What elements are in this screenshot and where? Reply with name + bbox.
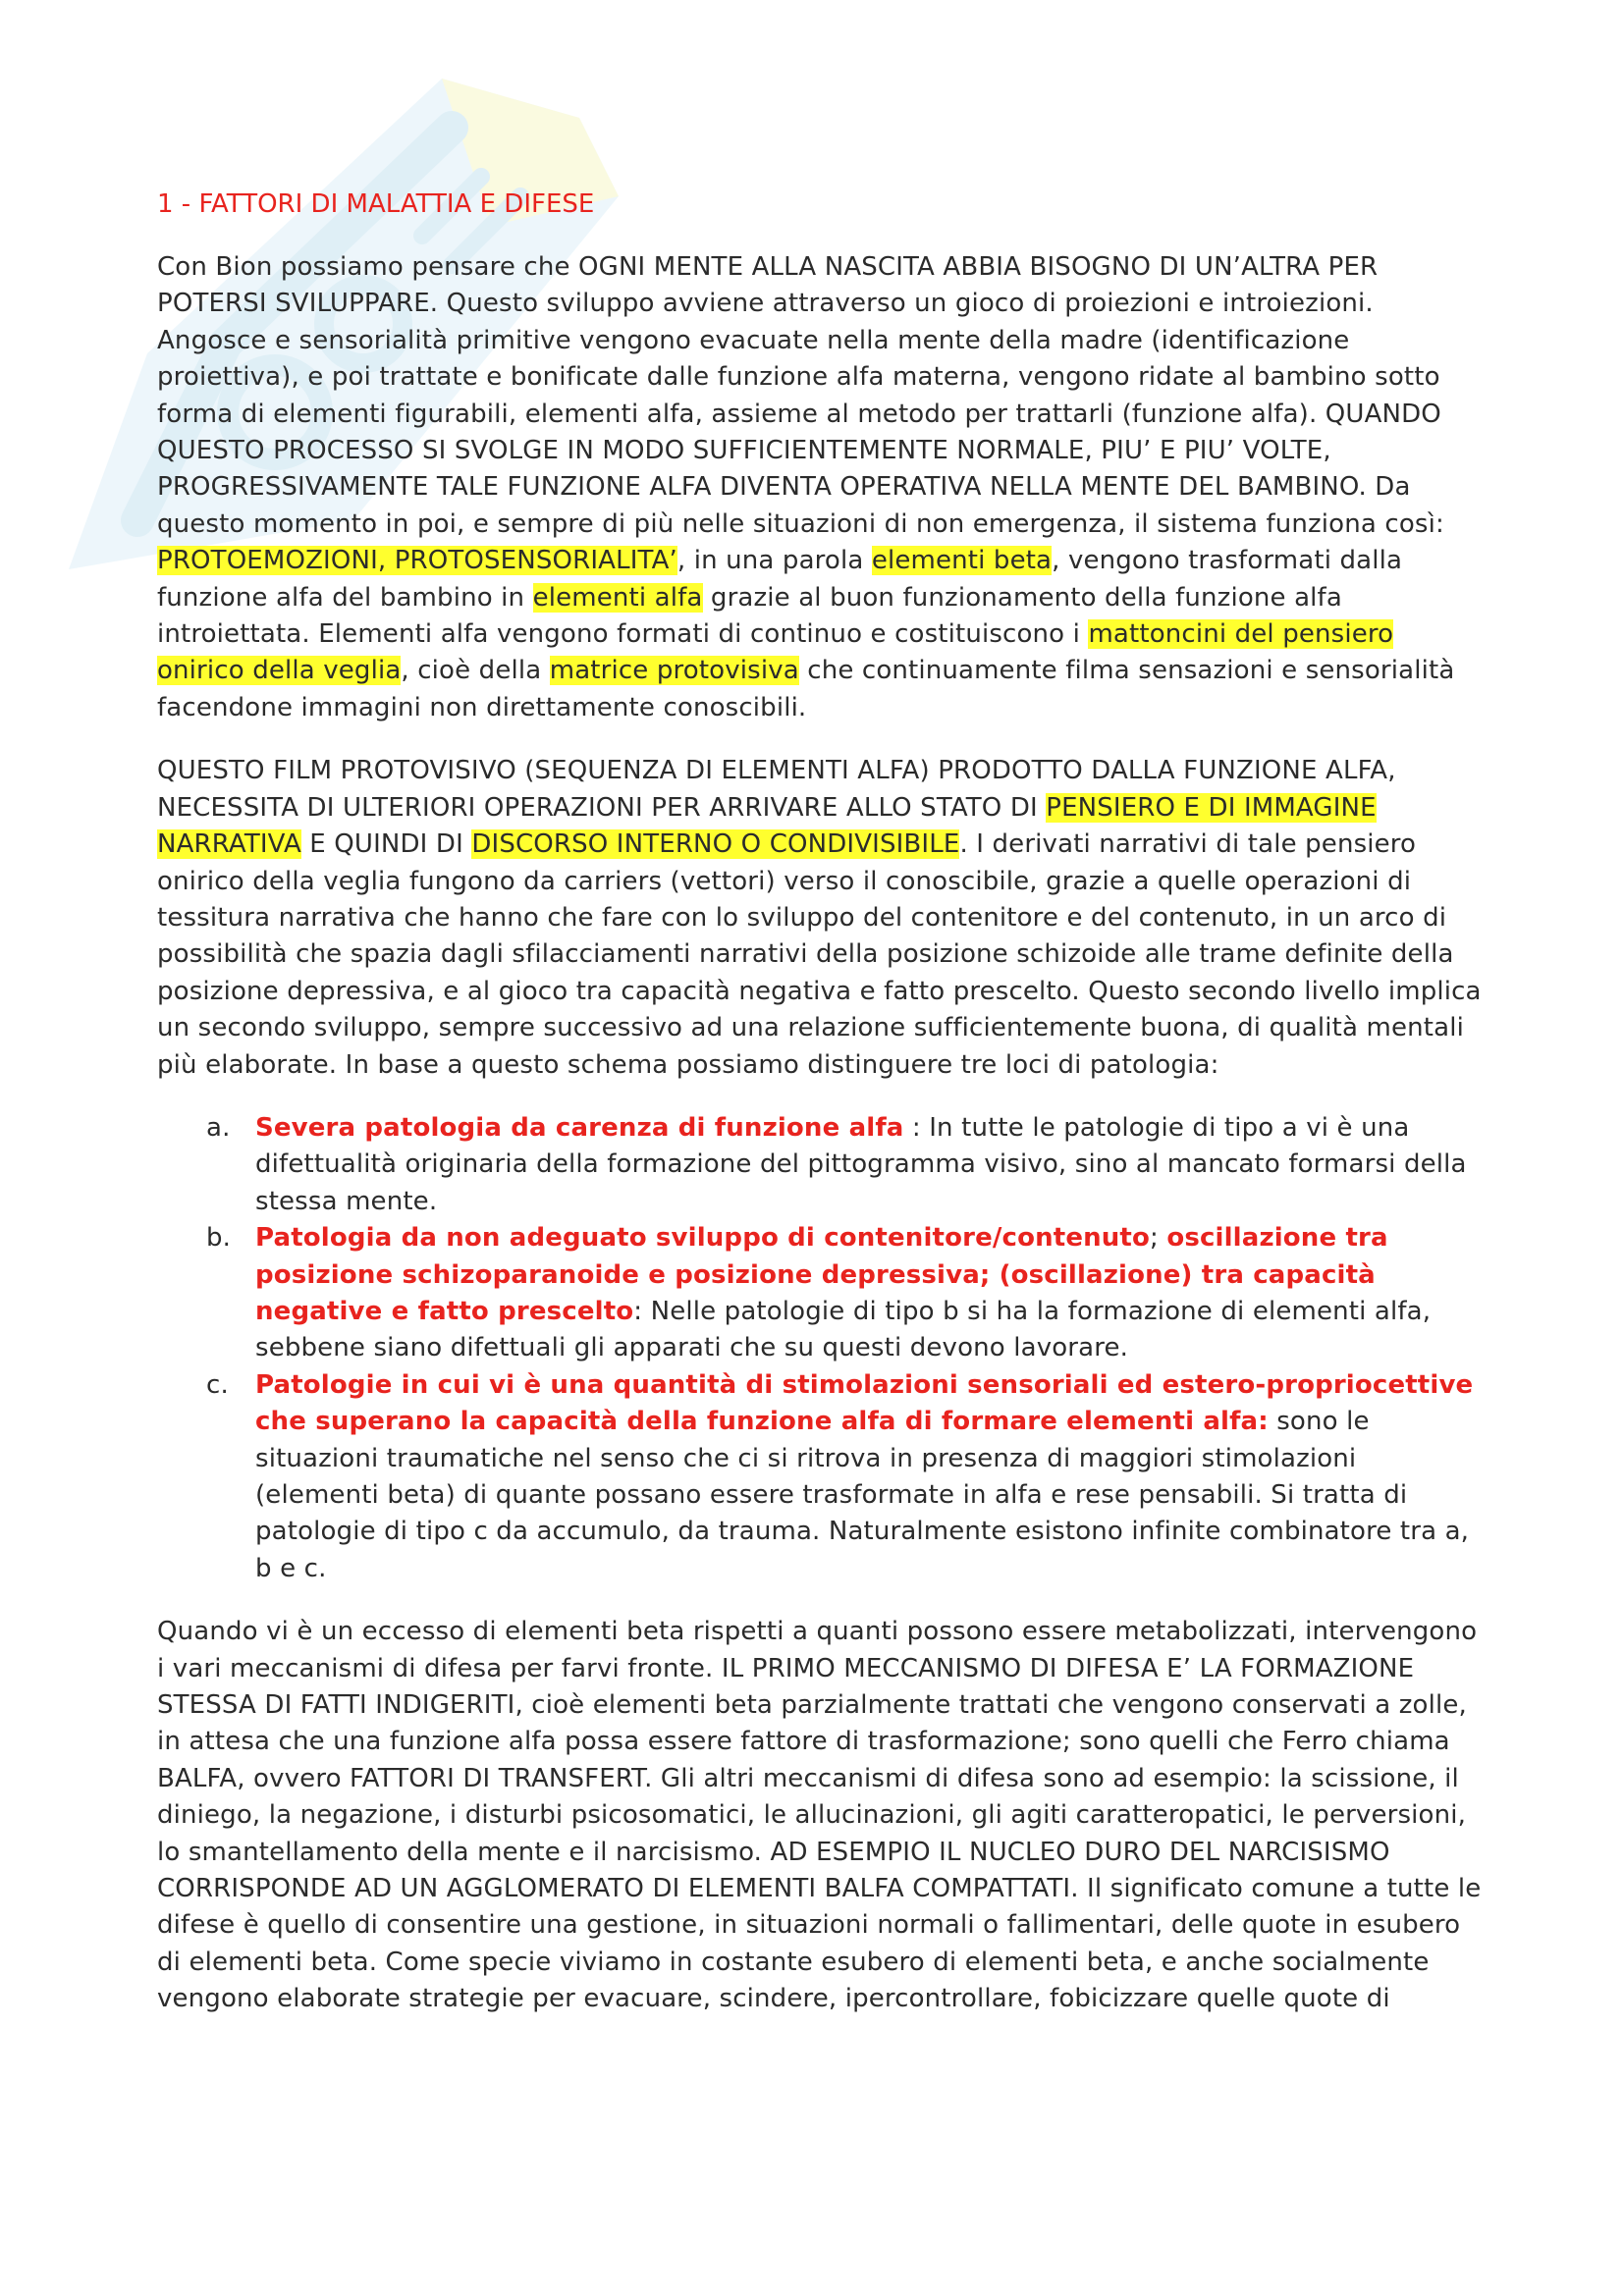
highlighted-text: DISCORSO INTERNO O CONDIVISIBILE xyxy=(471,829,960,860)
text-run: , in una parola xyxy=(676,546,872,576)
paragraph-1 xyxy=(157,249,1483,726)
list-item xyxy=(157,1367,1483,1587)
highlighted-text: mattoncini del pensiero onirico della veglia xyxy=(157,619,1394,686)
paragraph-2 xyxy=(157,753,1483,1084)
text-run: grazie al buon funzionamento della funzione alfa introiettata. Elementi alfa vengono formati di continuo e costituiscono i xyxy=(157,582,1342,650)
text-run: Quando vi è un eccesso di elementi beta rispetti a quanti possono essere metabolizzati, intervengono i vari meccanismi di difesa per farvi fronte. IL PRIMO MECCANISMO DI DIFESA E’ LA FORMAZIONE STESSA DI FATTI INDIGERITI, cioè elementi beta parzialmente trattati che vengono conservati a zolle, in attesa che una funzione alfa possa essere fattore di trasformazione; sono quelli che Ferro chiama BALFA, ovvero FATTORI DI TRANSFERT. Gli altri meccanismi di difesa sono ad esempio: la scissione, il diniego, la negazione, i disturbi psicosomatici, le allucinazioni, gli agiti caratteropatici, le perversioni, lo smantellamento della mente e il narcisismo. AD ESEMPIO IL NUCLEO DURO DEL NARCISISMO CORRISPONDE AD UN AGGLOMERATO DI ELEMENTI BALFA COMPATTATI. Il significato comune a tutte le difese è quello di consentire una gestione, in situazioni normali o fallimentari, delle quote in esubero di elementi beta. Come specie viviamo in costante esubero di elementi beta, e anche socialmente vengono elaborate strategie per evacuare, scindere, ipercontrollare, fobicizzare quelle quote di xyxy=(157,1617,1482,2014)
list-item xyxy=(157,1220,1483,1367)
text-run: Con Bion possiamo pensare che OGNI MENTE ALLA NASCITA ABBIA BISOGNO DI UN’ALTRA PER POTERSI SVILUPPARE. Questo sviluppo avviene attraverso un gioco di proiezioni e introiezioni. Angosce e sensorialità primitive vengono evacuate nella mente della madre (identificazione proiettiva), e poi trattate e bonificate dalle funzione alfa materna, vengono ridate al bambino sotto forma di elementi figurabili, elementi alfa, assieme al metodo per trattarli (funzione alfa). QUANDO QUESTO PROCESSO SI SVOLGE IN MODO SUFFICIENTEMENTE NORMALE, PIU’ E PIU’ VOLTE, PROGRESSIVAMENTE TALE FUNZIONE ALFA DIVENTA OPERATIVA NELLA MENTE DEL BAMBINO. Da questo momento in poi, e sempre di più nelle situazioni di non emergenza, il sistema funziona così: xyxy=(157,252,1444,539)
text-run: E QUINDI DI xyxy=(300,829,472,860)
pathology-list xyxy=(157,1110,1483,1587)
paragraph-3 xyxy=(157,1614,1483,2017)
highlighted-text: PENSIERO E DI IMMAGINE NARRATIVA xyxy=(157,792,1377,860)
list-marker: b. xyxy=(206,1223,232,1254)
highlighted-text: PROTOEMOZIONI, PROTOSENSORIALITA’ xyxy=(157,546,677,576)
text-run: , cioè della xyxy=(401,656,550,686)
text-run: ; xyxy=(1150,1223,1167,1254)
emphasis-text: oscillazione tra posizione schizoparanoide e posizione depressiva; (oscillazione) tra capacità negative e fatto prescelto xyxy=(255,1223,1388,1326)
text-run: : In tutte le patologie di tipo a vi è una difettualità originaria della formazione del pittogramma visivo, sino al mancato formarsi della stessa mente. xyxy=(255,1112,1467,1216)
emphasis-text: Severa patologia da carenza di funzione alfa xyxy=(255,1112,904,1143)
highlighted-text: elementi beta xyxy=(871,546,1053,576)
text-run: : Nelle patologie di tipo b si ha la formazione di elementi alfa, sebbene siano difettuali gli apparati che su questi devono lavorare. xyxy=(255,1296,1432,1363)
section-heading: 1 - FATTORI DI MALATTIA E DIFESE xyxy=(157,189,595,219)
highlighted-text: elementi alfa xyxy=(532,582,703,613)
text-run: . I derivati narrativi di tale pensiero onirico della veglia fungono da carriers (vettori) verso il conoscibile, grazie a quelle operazioni di tessitura narrativa che hanno che fare con lo sviluppo del contenitore e del contenuto, in un arco di possibilità che spazia dagli sfilacciamenti narrativi della posizione schizoide alle trame definite della posizione depressiva, e al gioco tra capacità negativa e fatto prescelto. Questo secondo livello implica un secondo sviluppo, sempre successivo ad una relazione sufficientemente buona, di qualità mentali più elaborate. In base a questo schema possiamo distinguere tre loci di patologia: xyxy=(157,829,1482,1080)
emphasis-text: Patologia da non adeguato sviluppo di contenitore/contenuto xyxy=(255,1223,1151,1254)
list-item xyxy=(157,1110,1483,1220)
list-marker: a. xyxy=(206,1112,231,1143)
text-run: sono le situazioni traumatiche nel senso che ci si ritrova in presenza di maggiori stimolazioni (elementi beta) di quante possano essere trasformate in alfa e rese pensabili. Si tratta di patologie di tipo c da accumulo, da trauma. Naturalmente esistono infinite combinatore tra a, b e c. xyxy=(255,1407,1470,1583)
text-run: QUESTO FILM PROTOVISIVO (SEQUENZA DI ELEMENTI ALFA) PRODOTTO DALLA FUNZIONE ALFA, NECESSITA DI ULTERIORI OPERAZIONI PER ARRIVARE ALLO STATO DI xyxy=(157,756,1396,823)
list-marker: c. xyxy=(206,1369,229,1400)
text-run: che continuamente filma sensazioni e sensorialità facendone immagini non direttamente conoscibili. xyxy=(157,656,1455,722)
document-body xyxy=(157,187,1483,2045)
text-run: , vengono trasformati dalla funzione alfa del bambino in xyxy=(157,546,1403,613)
highlighted-text: matrice protovisiva xyxy=(549,656,799,686)
emphasis-text: Patologie in cui vi è una quantità di stimolazioni sensoriali ed estero-propriocettive che superano la capacità della funzione alfa di formare elementi alfa: xyxy=(255,1369,1474,1437)
